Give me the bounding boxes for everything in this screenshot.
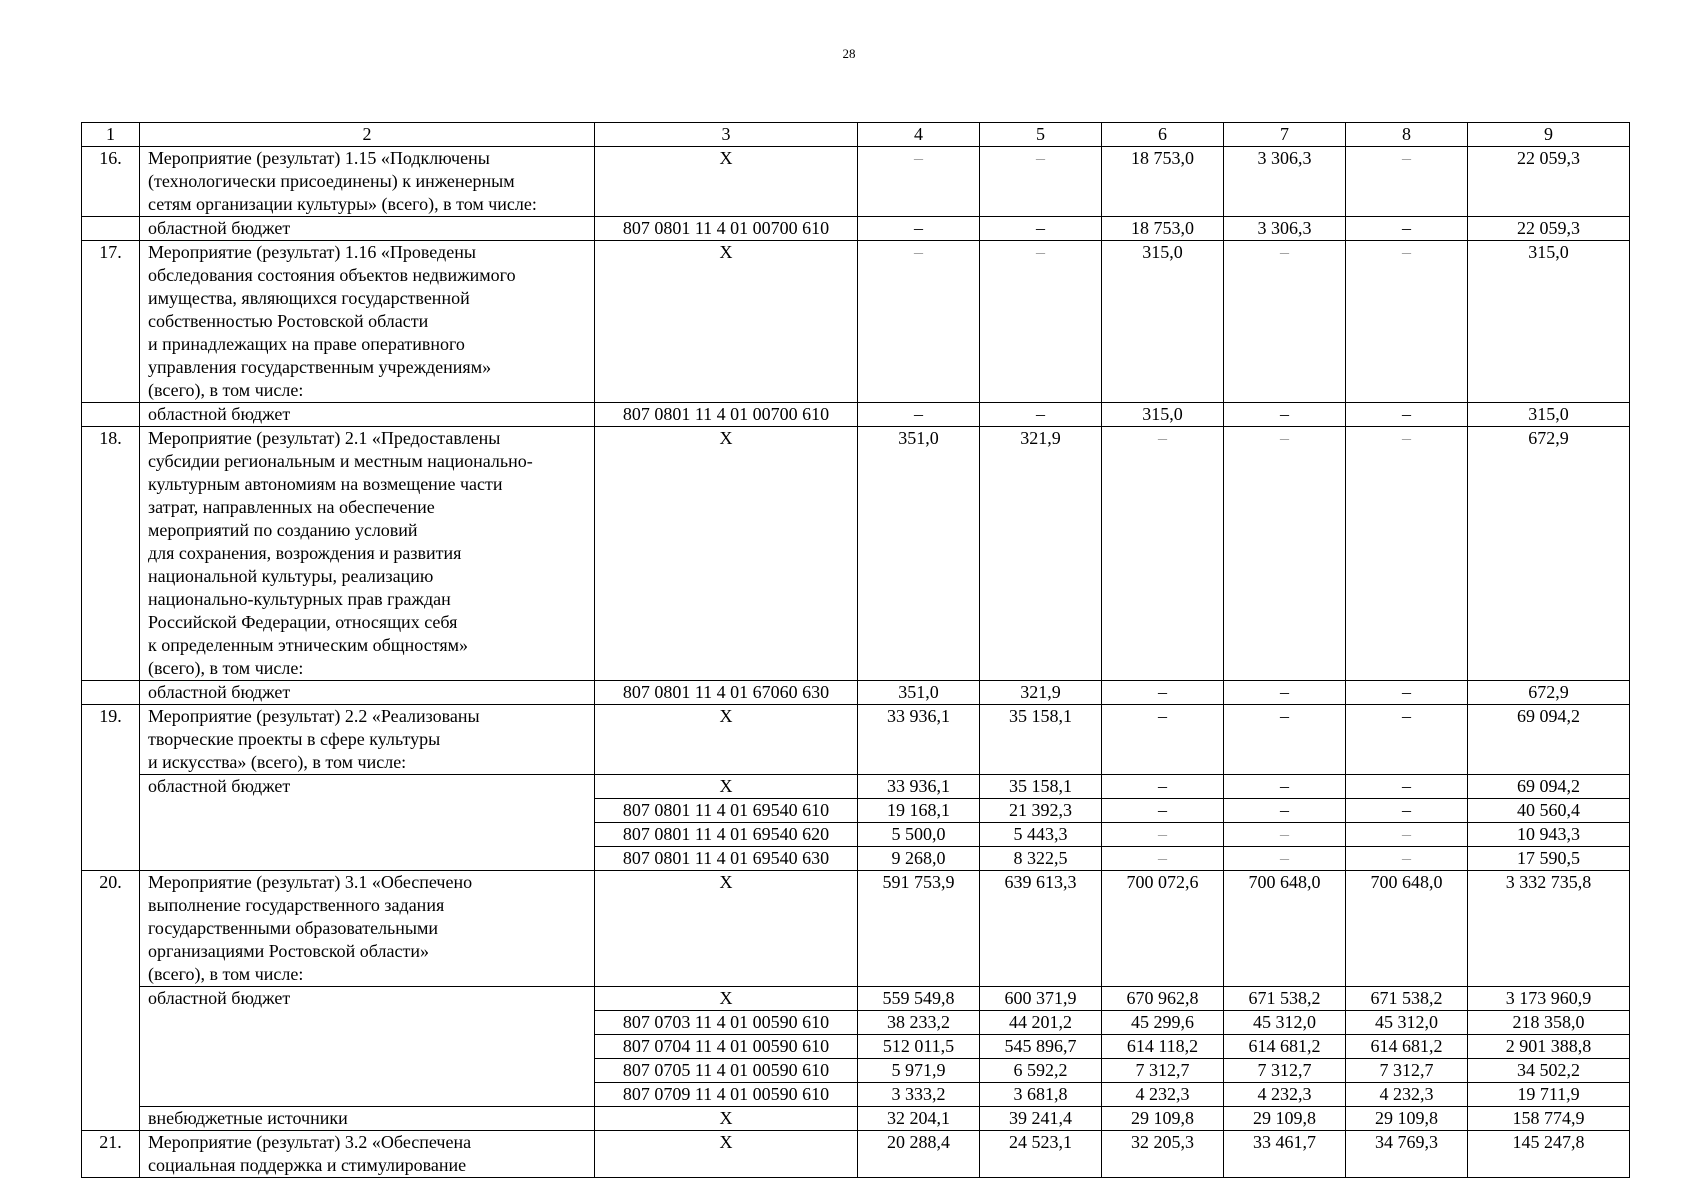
value-cell: – bbox=[1346, 799, 1468, 823]
value-cell: 6 592,2 bbox=[980, 1059, 1102, 1083]
funding-source: областной бюджет bbox=[140, 681, 595, 705]
value-cell: 670 962,8 bbox=[1102, 987, 1224, 1011]
value-cell: – bbox=[858, 241, 980, 403]
value-cell: 44 201,2 bbox=[980, 1011, 1102, 1035]
value-cell: 45 312,0 bbox=[1346, 1011, 1468, 1035]
value-cell: 158 774,9 bbox=[1468, 1107, 1630, 1131]
value-cell: 3 681,8 bbox=[980, 1083, 1102, 1107]
value-cell: 3 306,3 bbox=[1224, 217, 1346, 241]
value-cell: 69 094,2 bbox=[1468, 775, 1630, 799]
budget-code: 807 0801 11 4 01 69540 610 bbox=[595, 799, 858, 823]
row-title: Мероприятие (результат) 3.1 «Обеспечено выполнение государственного задания государственными образовательными организациями Ростовской области» (всего), в том числе: bbox=[140, 871, 595, 987]
value-cell: 639 613,3 bbox=[980, 871, 1102, 987]
value-cell: 7 312,7 bbox=[1224, 1059, 1346, 1083]
row-title: Мероприятие (результат) 2.1 «Предоставлены субсидии региональным и местным национально- культурным автономиям на возмещение части затрат, направленных на обеспечение мероприятий по созданию условий для сохранения, возрождения и развития национальной культуры, реализацию национально-культурных прав граждан Российской Федерации, относящих себя к определенным этническим общностям» (всего), в том числе: bbox=[140, 427, 595, 681]
value-cell: 33 936,1 bbox=[858, 705, 980, 775]
value-cell: – bbox=[1346, 403, 1468, 427]
value-cell: 5 971,9 bbox=[858, 1059, 980, 1083]
value-cell: 512 011,5 bbox=[858, 1035, 980, 1059]
budget-code: 807 0703 11 4 01 00590 610 bbox=[595, 1011, 858, 1035]
value-cell: 18 753,0 bbox=[1102, 217, 1224, 241]
funding-source: областной бюджет bbox=[140, 987, 595, 1107]
budget-code: 807 0709 11 4 01 00590 610 bbox=[595, 1083, 858, 1107]
row-title: Мероприятие (результат) 3.2 «Обеспечена социальная поддержка и стимулирование bbox=[140, 1131, 595, 1178]
value-cell: 321,9 bbox=[980, 427, 1102, 681]
value-cell: – bbox=[858, 403, 980, 427]
funding-source: областной бюджет bbox=[140, 217, 595, 241]
value-cell: – bbox=[1346, 217, 1468, 241]
row-number bbox=[82, 681, 140, 705]
value-cell: 34 502,2 bbox=[1468, 1059, 1630, 1083]
value-cell: 17 590,5 bbox=[1468, 847, 1630, 871]
value-cell: – bbox=[1102, 823, 1224, 847]
value-cell: – bbox=[980, 403, 1102, 427]
budget-code: 807 0801 11 4 01 00700 610 bbox=[595, 217, 858, 241]
table-row bbox=[82, 217, 1630, 241]
value-cell: 7 312,7 bbox=[1102, 1059, 1224, 1083]
value-cell: 700 648,0 bbox=[1346, 871, 1468, 987]
value-cell: 45 312,0 bbox=[1224, 1011, 1346, 1035]
table-row bbox=[82, 241, 1630, 403]
value-cell: 4 232,3 bbox=[1346, 1083, 1468, 1107]
value-cell: – bbox=[980, 147, 1102, 217]
row-number: 19. bbox=[82, 705, 140, 871]
value-cell: – bbox=[1346, 241, 1468, 403]
table-row bbox=[82, 1131, 1630, 1178]
value-cell: – bbox=[1346, 427, 1468, 681]
value-cell: – bbox=[1224, 823, 1346, 847]
value-cell: 29 109,8 bbox=[1346, 1107, 1468, 1131]
value-cell: 672,9 bbox=[1468, 681, 1630, 705]
table-row bbox=[82, 681, 1630, 705]
value-cell: 671 538,2 bbox=[1346, 987, 1468, 1011]
column-header: 4 bbox=[858, 123, 980, 147]
value-cell: 4 232,3 bbox=[1224, 1083, 1346, 1107]
value-cell: 24 523,1 bbox=[980, 1131, 1102, 1178]
table-row bbox=[82, 147, 1630, 217]
value-cell: 315,0 bbox=[1102, 403, 1224, 427]
row-number: 18. bbox=[82, 427, 140, 681]
value-cell: – bbox=[1102, 427, 1224, 681]
value-cell: 32 205,3 bbox=[1102, 1131, 1224, 1178]
table-row bbox=[82, 775, 1630, 799]
table-row bbox=[82, 427, 1630, 681]
value-cell: 3 306,3 bbox=[1224, 147, 1346, 217]
value-cell: 614 681,2 bbox=[1224, 1035, 1346, 1059]
value-cell: 29 109,8 bbox=[1102, 1107, 1224, 1131]
row-title: Мероприятие (результат) 1.15 «Подключены (технологически присоединены) к инженерным сетям организации культуры» (всего), в том числе: bbox=[140, 147, 595, 217]
value-cell: – bbox=[1102, 681, 1224, 705]
value-cell: 19 168,1 bbox=[858, 799, 980, 823]
funding-source: внебюджетные источники bbox=[140, 1107, 595, 1131]
value-cell: 672,9 bbox=[1468, 427, 1630, 681]
value-cell: – bbox=[980, 217, 1102, 241]
value-cell: 218 358,0 bbox=[1468, 1011, 1630, 1035]
value-cell: 35 158,1 bbox=[980, 705, 1102, 775]
table-row bbox=[82, 403, 1630, 427]
value-cell: 45 299,6 bbox=[1102, 1011, 1224, 1035]
column-header: 2 bbox=[140, 123, 595, 147]
value-cell: 19 711,9 bbox=[1468, 1083, 1630, 1107]
value-cell: 22 059,3 bbox=[1468, 217, 1630, 241]
table-row bbox=[82, 871, 1630, 987]
value-cell: 591 753,9 bbox=[858, 871, 980, 987]
budget-code: Х bbox=[595, 1131, 858, 1178]
value-cell: – bbox=[1224, 705, 1346, 775]
table-row bbox=[82, 1107, 1630, 1131]
row-number: 16. bbox=[82, 147, 140, 217]
value-cell: 545 896,7 bbox=[980, 1035, 1102, 1059]
value-cell: – bbox=[1102, 775, 1224, 799]
column-header: 6 bbox=[1102, 123, 1224, 147]
value-cell: 145 247,8 bbox=[1468, 1131, 1630, 1178]
row-number bbox=[82, 217, 140, 241]
value-cell: 351,0 bbox=[858, 681, 980, 705]
budget-table bbox=[81, 122, 1630, 1178]
value-cell: 32 204,1 bbox=[858, 1107, 980, 1131]
value-cell: 40 560,4 bbox=[1468, 799, 1630, 823]
value-cell: – bbox=[1224, 799, 1346, 823]
page-number: 28 bbox=[842, 46, 856, 61]
column-header: 9 bbox=[1468, 123, 1630, 147]
value-cell: 21 392,3 bbox=[980, 799, 1102, 823]
funding-source: областной бюджет bbox=[140, 403, 595, 427]
header-row bbox=[82, 123, 1630, 147]
value-cell: 5 500,0 bbox=[858, 823, 980, 847]
value-cell: 35 158,1 bbox=[980, 775, 1102, 799]
value-cell: – bbox=[1346, 681, 1468, 705]
value-cell: – bbox=[1224, 427, 1346, 681]
value-cell: – bbox=[1224, 681, 1346, 705]
value-cell: 33 461,7 bbox=[1224, 1131, 1346, 1178]
value-cell: 7 312,7 bbox=[1346, 1059, 1468, 1083]
value-cell: – bbox=[1102, 705, 1224, 775]
value-cell: 2 901 388,8 bbox=[1468, 1035, 1630, 1059]
value-cell: – bbox=[1346, 775, 1468, 799]
column-header: 5 bbox=[980, 123, 1102, 147]
value-cell: 671 538,2 bbox=[1224, 987, 1346, 1011]
budget-code: Х bbox=[595, 427, 858, 681]
value-cell: 10 943,3 bbox=[1468, 823, 1630, 847]
value-cell: 600 371,9 bbox=[980, 987, 1102, 1011]
value-cell: 315,0 bbox=[1468, 403, 1630, 427]
column-header: 8 bbox=[1346, 123, 1468, 147]
funding-source: областной бюджет bbox=[140, 775, 595, 871]
value-cell: 9 268,0 bbox=[858, 847, 980, 871]
budget-code: 807 0705 11 4 01 00590 610 bbox=[595, 1059, 858, 1083]
value-cell: 69 094,2 bbox=[1468, 705, 1630, 775]
value-cell: – bbox=[1346, 147, 1468, 217]
budget-code: Х bbox=[595, 871, 858, 987]
row-number: 21. bbox=[82, 1131, 140, 1178]
value-cell: 351,0 bbox=[858, 427, 980, 681]
row-title: Мероприятие (результат) 2.2 «Реализованы творческие проекты в сфере культуры и искусства» (всего), в том числе: bbox=[140, 705, 595, 775]
value-cell: 38 233,2 bbox=[858, 1011, 980, 1035]
budget-code: 807 0704 11 4 01 00590 610 bbox=[595, 1035, 858, 1059]
column-header: 1 bbox=[82, 123, 140, 147]
value-cell: 22 059,3 bbox=[1468, 147, 1630, 217]
value-cell: 20 288,4 bbox=[858, 1131, 980, 1178]
budget-code: Х bbox=[595, 775, 858, 799]
value-cell: – bbox=[1224, 403, 1346, 427]
budget-code: Х bbox=[595, 147, 858, 217]
value-cell: 614 118,2 bbox=[1102, 1035, 1224, 1059]
budget-code: 807 0801 11 4 01 69540 630 bbox=[595, 847, 858, 871]
row-number bbox=[82, 403, 140, 427]
row-title: Мероприятие (результат) 1.16 «Проведены обследования состояния объектов недвижимого имущества, являющихся государственной собственностью Ростовской области и принадлежащих на праве оперативного управления государственным учреждениям» (всего), в том числе: bbox=[140, 241, 595, 403]
value-cell: 29 109,8 bbox=[1224, 1107, 1346, 1131]
value-cell: 8 322,5 bbox=[980, 847, 1102, 871]
row-number: 17. bbox=[82, 241, 140, 403]
value-cell: 700 072,6 bbox=[1102, 871, 1224, 987]
value-cell: 3 332 735,8 bbox=[1468, 871, 1630, 987]
table-row bbox=[82, 705, 1630, 775]
value-cell: – bbox=[1224, 847, 1346, 871]
value-cell: – bbox=[1346, 823, 1468, 847]
column-header: 3 bbox=[595, 123, 858, 147]
value-cell: 321,9 bbox=[980, 681, 1102, 705]
value-cell: – bbox=[1346, 847, 1468, 871]
row-number: 20. bbox=[82, 871, 140, 1131]
value-cell: 39 241,4 bbox=[980, 1107, 1102, 1131]
value-cell: 18 753,0 bbox=[1102, 147, 1224, 217]
value-cell: 5 443,3 bbox=[980, 823, 1102, 847]
value-cell: – bbox=[1102, 847, 1224, 871]
budget-code: Х bbox=[595, 987, 858, 1011]
value-cell: 4 232,3 bbox=[1102, 1083, 1224, 1107]
value-cell: 700 648,0 bbox=[1224, 871, 1346, 987]
value-cell: – bbox=[858, 147, 980, 217]
value-cell: – bbox=[980, 241, 1102, 403]
value-cell: – bbox=[1346, 705, 1468, 775]
value-cell: 315,0 bbox=[1102, 241, 1224, 403]
value-cell: 3 333,2 bbox=[858, 1083, 980, 1107]
value-cell: – bbox=[1224, 775, 1346, 799]
value-cell: – bbox=[858, 217, 980, 241]
value-cell: 315,0 bbox=[1468, 241, 1630, 403]
budget-code: 807 0801 11 4 01 69540 620 bbox=[595, 823, 858, 847]
value-cell: – bbox=[1224, 241, 1346, 403]
budget-code: Х bbox=[595, 1107, 858, 1131]
budget-code: Х bbox=[595, 241, 858, 403]
value-cell: 3 173 960,9 bbox=[1468, 987, 1630, 1011]
value-cell: 614 681,2 bbox=[1346, 1035, 1468, 1059]
value-cell: – bbox=[1102, 799, 1224, 823]
budget-code: 807 0801 11 4 01 67060 630 bbox=[595, 681, 858, 705]
table-row bbox=[82, 987, 1630, 1011]
value-cell: 34 769,3 bbox=[1346, 1131, 1468, 1178]
value-cell: 33 936,1 bbox=[858, 775, 980, 799]
budget-code: Х bbox=[595, 705, 858, 775]
column-header: 7 bbox=[1224, 123, 1346, 147]
budget-code: 807 0801 11 4 01 00700 610 bbox=[595, 403, 858, 427]
value-cell: 559 549,8 bbox=[858, 987, 980, 1011]
